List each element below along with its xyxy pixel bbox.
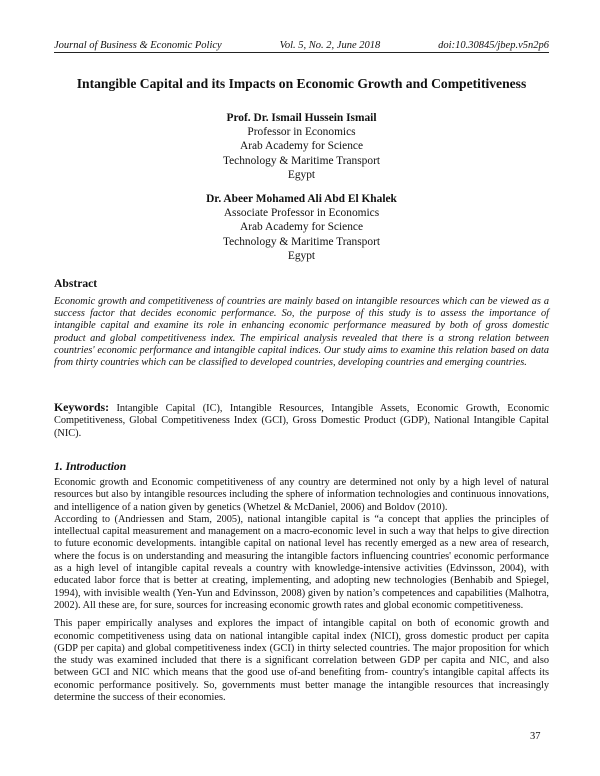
paragraph: Economic growth and Economic competitiveness of any country are determined not only by a high level of natural resources but also by intangible resources including the sphere of information technologies and continuous innovations, and intelligence of a nation given by genetics (Whetzel & McDaniel, 2006) and Boldov (2010). [54,477,549,513]
author-affiliation: Arab Academy for Science [239,140,364,153]
author-affiliation: Technology & Maritime Transport [222,154,381,167]
doi: doi:10.30845/jbep.v5n2p6 [438,40,549,51]
running-header [54,40,549,53]
author-block-1 [54,111,549,182]
introduction-heading: 1. Introduction [54,460,127,473]
author-affiliation: Associate Professor in Economics [223,207,380,220]
issue-info: Vol. 5, No. 2, June 2018 [279,40,381,51]
paragraph: According to (Andriessen and Stam, 2005), national intangible capital is “a concept that applies the principles of intellectual capital measurement and management on a macro-economic level in such a way that helps to give direction to future economic developments. intangible capital on national level has recently emerged as a new area of research, where the focus is on understanding and measuring the intangible factors influencing countries' economic performance as a high level of intangible capital reveals a country with knowledge-intensive activities (Edvinsson, 2004), with educated labor force that is better at creating, implementing, and adopting new technologies (Benhabib and Spiegel, 1994), with invisible wealth (Yen-Yun and Edvinsson, 2008) given by nation’s competences and capabilities (Malhotra, 2002). All these are, for sure, sources for increasing economic growth rates and global economic competitiveness. [54,513,549,611]
author-block-2 [54,192,549,263]
page-number: 37 [530,731,541,742]
abstract-heading: Abstract [54,277,98,290]
author-name: Dr. Abeer Mohamed Ali Abd El Khalek [206,193,397,205]
abstract-text: Economic growth and competitiveness of countries are mainly based on intangible resources which can be viewed as a success factor that decides economic performance. So, the purpose of this study is to assess the importance of intangible capital and examine its role in enhancing economic performance measured by both of gross domestic product and global competitiveness index. The empirical analysis revealed that there is a strong relation between countries' economic performance and intangible capital indices. Our study aims to examine this relation based on data from thirty countries which can be classified to developed countries, developing countries and emerging countries. [54,296,549,369]
keywords [54,401,549,440]
keywords-label: Keywords: [54,400,110,414]
journal-name: Journal of Business & Economic Policy [54,40,222,51]
author-affiliation: Egypt [287,168,316,181]
introduction-body [54,477,549,704]
author-affiliation: Professor in Economics [247,126,356,139]
keywords-text: Intangible Capital (IC), Intangible Resources, Intangible Assets, Economic Growth, Economic Competitiveness, Global Competitiveness Index (GCI), Gross Domestic Product (GDP), National Intangible Capital (NIC). [54,403,550,439]
author-name: Prof. Dr. Ismail Hussein Ismail [226,112,377,124]
author-affiliation: Egypt [287,249,316,262]
author-affiliation: Arab Academy for Science [239,221,364,234]
author-affiliation: Technology & Maritime Transport [222,235,381,248]
paper-title: Intangible Capital and its Impacts on Economic Growth and Competitiveness [76,76,527,91]
paragraph: This paper empirically analyses and explores the impact of intangible capital on both of economic growth and economic competitiveness using data on national intangible capital index (NICI), gross domestic product per capita (GDP per capita) and global competitiveness index (GCI) in thirty selected countries. The major proposition for which the study was examined included that there is a significant correlation between GDP per capita and NIC, and also between GCI and NIC which means that the good use of-and benefiting from- country's intangible capital affects its economic performance positively. So, governments must better manage the intangible resources that increasingly determine the success of their economies. [54,618,549,704]
